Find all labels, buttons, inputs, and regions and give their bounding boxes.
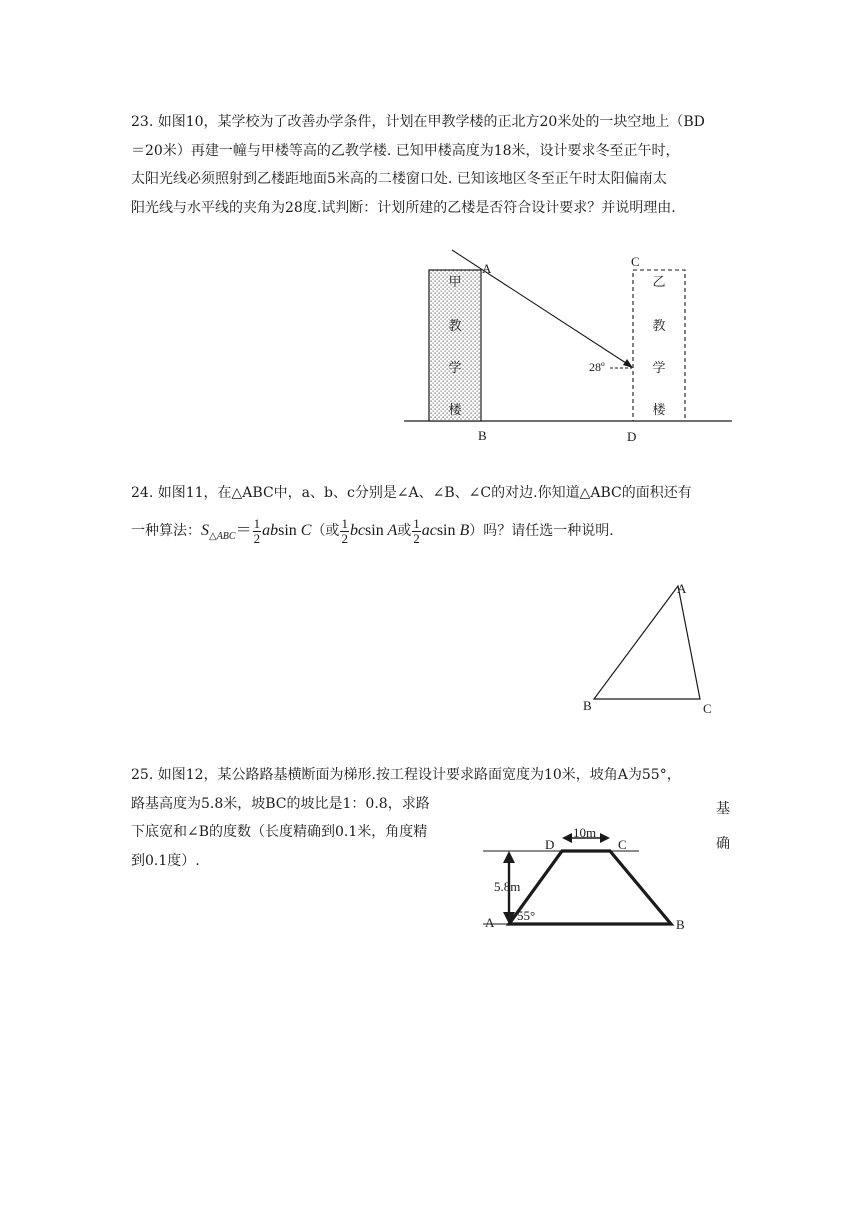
top-width-label: 10m — [573, 825, 597, 840]
trapezoid-label-b: B — [676, 917, 685, 932]
building-jia-char: 教 — [448, 318, 462, 333]
question-23-line: ＝20米）再建一幢与甲楼等高的乙教学楼. 已知甲楼高度为18米，设计要求冬至正午时， — [131, 142, 680, 159]
point-label-a: A — [482, 261, 492, 276]
trapezoid-label-a: A — [485, 915, 495, 930]
height-arrow-up — [503, 851, 515, 863]
formula-alt-open: （或 — [311, 523, 340, 539]
question-25-line: 路基高度为5.8米，坡BC的坡比是1：0.8，求路 — [131, 795, 430, 812]
angle-label: 55° — [517, 908, 536, 923]
formula-term-ab: ab — [262, 522, 279, 539]
question-25-line: 到0.1度）. — [131, 852, 200, 869]
formula-angle-c: C — [300, 522, 312, 539]
building-jia-char: 甲 — [448, 274, 462, 289]
question-24-line-suffix: ）吗？请任选一种说明. — [469, 523, 614, 539]
formula-sin: sin — [365, 522, 384, 539]
angle-label: 28º — [589, 360, 605, 374]
figure-10-buildings — [398, 244, 740, 448]
triangle-label-a: A — [677, 581, 687, 596]
formula-term-ac: ac — [421, 522, 437, 539]
height-label: 5.8m — [494, 879, 521, 894]
formula-equals: ＝ — [235, 522, 252, 539]
formula-fraction: $\frac{1}{2}$ — [341, 515, 348, 546]
formula-subscript: △ABC — [209, 531, 236, 542]
triangle-label-b: B — [583, 698, 592, 713]
point-label-b: B — [478, 428, 487, 443]
building-yi-char: 楼 — [652, 402, 666, 417]
figure-11-triangle — [576, 576, 726, 718]
formula-angle-a: A — [387, 522, 398, 539]
question-25-line: 下底宽和∠B的度数（长度精确到0.1米，角度精 — [131, 824, 428, 840]
formula-angle-b: B — [459, 522, 470, 539]
point-label-c: C — [631, 254, 640, 269]
figure-12-trapezoid — [480, 816, 700, 938]
trapezoid-label-d: D — [545, 837, 555, 852]
question-24-formula-line — [131, 511, 731, 557]
question-25-line-tail: 确 — [716, 836, 730, 852]
formula-fraction: $\frac{1}{2}$ — [253, 515, 261, 546]
question-24-line-prefix: 一种算法： — [131, 523, 201, 539]
question-25-line: 25. 如图12，某公路路基横断面为梯形.按工程设计要求路面宽度为10米，坡角A为55°， — [131, 767, 681, 783]
sun-ray-arrowhead — [623, 359, 633, 368]
question-23-line: 23. 如图10，某学校为了改善办学条件，计划在甲教学楼的正北方20米处的一块空地上（BD — [131, 114, 705, 130]
formula-fraction: $\frac{1}{2}$ — [413, 515, 420, 546]
question-24-line: 24. 如图11，在△ABC中，a、b、c分别是∠A、∠B、∠C的对边.你知道△ABC的面积还有 — [131, 485, 692, 501]
building-jia-char: 学 — [448, 360, 462, 375]
width-arrow-right — [600, 833, 610, 843]
point-label-d: D — [627, 429, 637, 444]
question-23-text — [131, 108, 731, 222]
building-yi-char: 乙 — [652, 274, 666, 289]
question-23-line: 阳光线与水平线的夹角为28度.试判断：计划所建的乙楼是否符合设计要求？并说明理由. — [131, 199, 676, 216]
width-arrow-left — [562, 833, 572, 843]
question-25-line-tail: 基 — [716, 801, 730, 817]
building-yi — [633, 270, 685, 421]
area-formula — [201, 515, 312, 546]
trapezoid-label-c: C — [618, 837, 627, 852]
formula-sin: sin — [436, 522, 456, 539]
question-23-line: 太阳光线必须照射到乙楼距地面5米高的二楼窗口处. 已知该地区冬至正午时太阳偏南太 — [131, 171, 667, 187]
formula-sin: sin — [278, 522, 297, 539]
formula-term-bc: bc — [349, 522, 366, 539]
building-yi-char: 教 — [652, 318, 666, 333]
triangle-abc — [594, 586, 700, 699]
formula-or: 或 — [397, 523, 412, 539]
building-yi-char: 学 — [652, 360, 666, 375]
triangle-label-c: C — [703, 701, 712, 716]
building-jia — [429, 270, 481, 421]
formula-s: S — [201, 522, 209, 539]
question-24-text — [131, 479, 731, 508]
building-jia-char: 楼 — [448, 402, 462, 417]
